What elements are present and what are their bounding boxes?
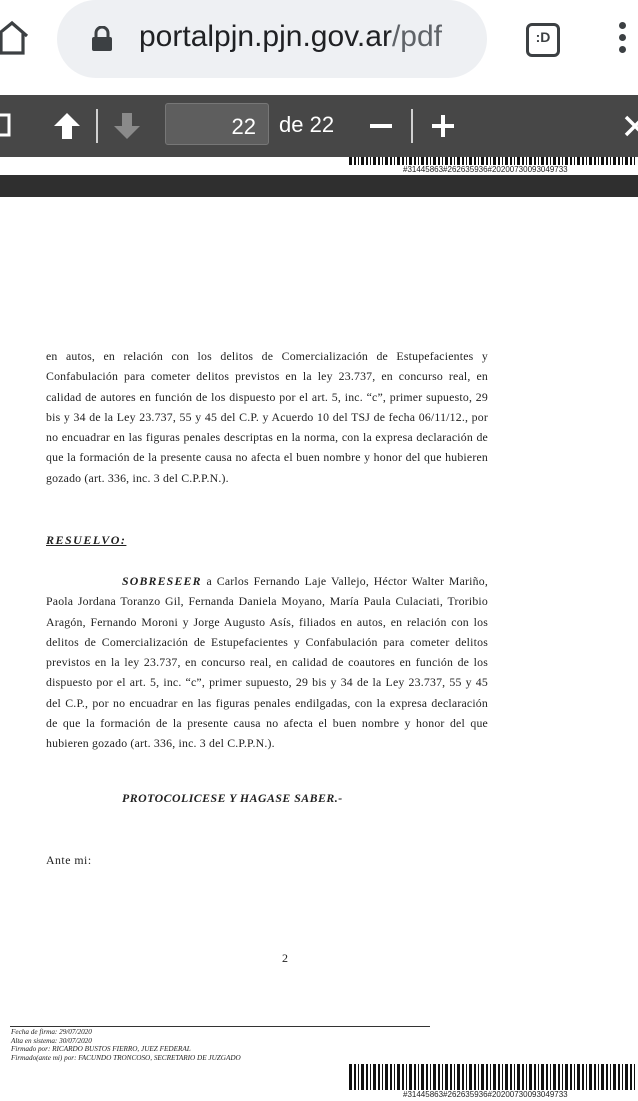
barcode-number: #31445863#262635936#20200730093049733: [403, 1090, 568, 1099]
paragraph-body: a Carlos Fernando Laje Vallejo, Héctor Walter Mariño, Paola Jordana Toranzo Gil, Fernanda Daniela Moyano, María Paula Culaciati, Troribio Aragón, Fernando Moroni y Jorge Augusto Asís, filiados en autos, en relación con los delitos de Comercialización de Estupefacientes y Confabulación para cometer delitos previstos en la ley 23.737, en concurso real, en calidad de coautores en función de los dispuesto por el art. 5, inc. “c”, primer supuesto, 29 bis y 34 de la Ley 23.737, 55 y 45 del C.P., por no encuadrar en las figuras penales endilgadas, con la expresa declaración de que la formación de la presente causa no afecta el buen nombre y honor del que hubieren gozado (art. 336, inc. 3 del C.P.P.N.).: [46, 574, 488, 751]
paragraph-text: [46, 571, 488, 754]
lock-icon: [91, 26, 113, 52]
url-path: /pdf: [391, 20, 442, 53]
barcode-image: [349, 157, 637, 165]
arrow-down-icon[interactable]: [112, 111, 142, 141]
toolbar-separator: [411, 109, 413, 143]
signature-divider: [10, 1026, 430, 1027]
url-host: portalpjn.pjn.gov.ar: [139, 20, 392, 53]
tab-switcher-button[interactable]: [526, 23, 558, 55]
page-gap: [0, 175, 638, 197]
close-icon[interactable]: [624, 115, 638, 137]
plus-icon[interactable]: [432, 115, 454, 137]
sidebar-toggle-icon[interactable]: [0, 113, 12, 137]
barcode-number: #31445863#262635936#20200730093049733: [403, 165, 568, 174]
page-total-label: de 22: [279, 112, 335, 137]
document-paragraph-1: [46, 346, 488, 488]
signature-countersigner: Firmado(ante mi) por: FACUNDO TRONCOSO, SECRETARIO DE JUZGADO: [11, 1053, 241, 1062]
barcode-image: [349, 1064, 637, 1090]
tab-switcher-label: :D: [535, 29, 551, 45]
previous-page-footer: [0, 157, 638, 175]
sobreseer-lead: SOBRESEER: [122, 574, 202, 588]
arrow-up-icon[interactable]: [52, 111, 82, 141]
signature-signer: Firmado por: RICARDO BUSTOS FIERRO, JUEZ FEDERAL: [11, 1045, 191, 1054]
toolbar-separator: [96, 109, 98, 143]
signature-system-date: Alta en sistema: 30/07/2020: [11, 1036, 92, 1045]
page-number: 2: [282, 951, 288, 965]
browser-chrome: [0, 0, 638, 95]
more-vert-icon[interactable]: [618, 22, 628, 58]
minus-icon[interactable]: [370, 124, 392, 130]
url-text[interactable]: [139, 20, 442, 54]
ante-mi-label: Ante mi:: [46, 853, 92, 867]
signature-block: [11, 1028, 241, 1062]
home-icon[interactable]: [0, 20, 28, 56]
signature-date: Fecha de firma: 29/07/2020: [11, 1028, 92, 1036]
pdf-toolbar: [0, 95, 638, 157]
page-number-input[interactable]: 22: [165, 103, 269, 145]
resuelvo-heading: RESUELVO:: [46, 533, 127, 547]
paragraph-text: en autos, en relación con los delitos de Comercialización de Estupefacientes y Confabulación para cometer delitos previstos en la ley 23.737, en concurso real, en calidad de autores en función de los dispuesto por el art. 5, inc. “c”, primer supuesto, 29 bis y 34 de la Ley 23.737, 55 y 45 del C.P. y Acuerdo 10 del TSJ de fecha 06/11/12., por no encuadrar en las figuras penales descriptas en la norma, con la expresa declaración de que la formación de la presente causa no afecta el buen nombre y honor del que hubieren gozado (art. 336, inc. 3 del C.P.P.N.).: [46, 349, 488, 485]
address-bar[interactable]: [57, 0, 487, 78]
document-paragraph-2: [46, 571, 488, 754]
closing-statement: PROTOCOLICESE Y HAGASE SABER.-: [122, 791, 343, 805]
